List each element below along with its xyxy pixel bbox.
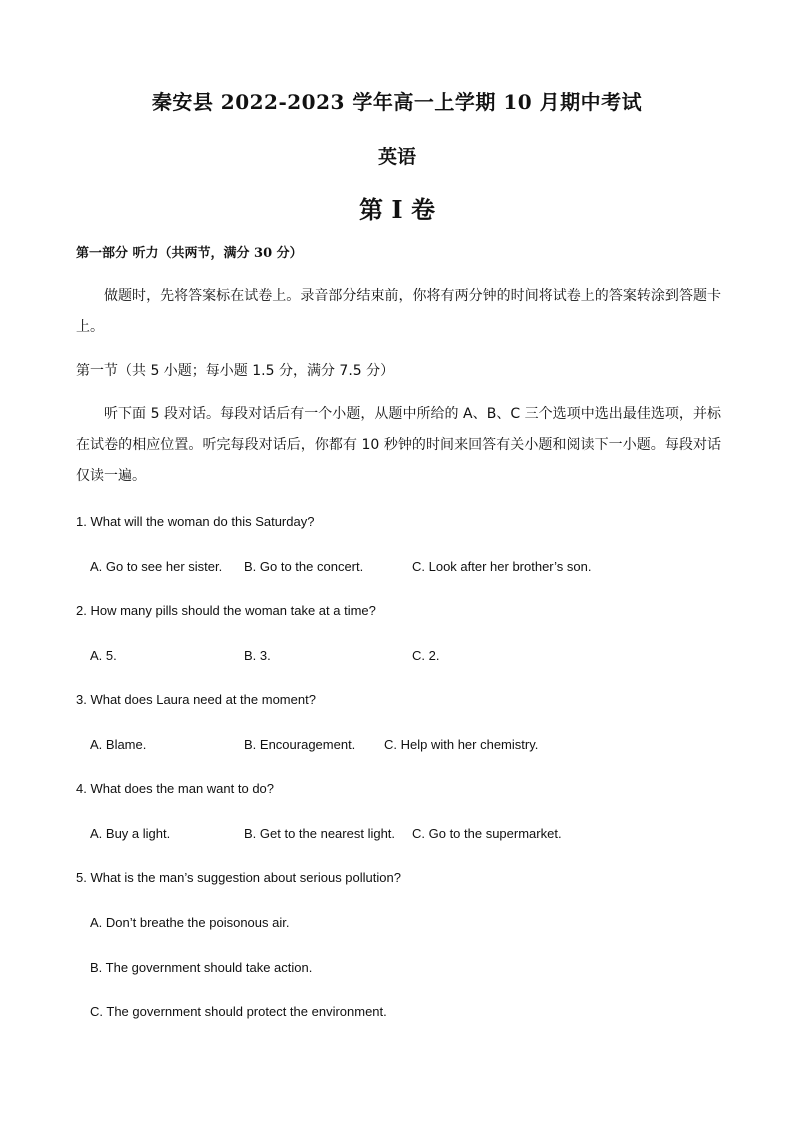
volume-title: 第 I 卷 — [359, 195, 435, 224]
question-4-option-c: C. Go to the supermarket. — [412, 826, 562, 841]
question-4-option-a: A. Buy a light. — [90, 826, 171, 841]
question-3-option-a: A. Blame. — [90, 737, 147, 752]
question-2-option-c: C. 2. — [412, 648, 440, 663]
question-3-option-c: C. Help with her chemistry. — [384, 737, 539, 752]
section-one-heading: 第一节（共 5 小题；每小题 1.5 分，满分 7.5 分） — [76, 363, 395, 379]
question-5-option-a: A. Don’t breathe the poisonous air. — [90, 915, 290, 930]
question-5-option-b: B. The government should take action. — [90, 960, 313, 975]
question-4: 4. What does the man want to do? — [76, 781, 275, 796]
exam-title: 秦安县 2022-2023 学年高一上学期 10 月期中考试 — [151, 90, 643, 114]
question-5: 5. What is the man’s suggestion about serious pollution? — [76, 870, 401, 885]
subject-title: 英语 — [377, 146, 416, 168]
question-2-option-a: A. 5. — [90, 648, 117, 663]
question-1-option-a: A. Go to see her sister. — [90, 559, 223, 574]
question-1: 1. What will the woman do this Saturday? — [76, 514, 315, 529]
section-one-instructions: 听下面 5 段对话。每段对话后有一个小题，从题中所给的 A、B、C 三个选项中选出最佳选项，并标在试卷的相应位置。听完每段对话后，你都有 10 秒钟的时间来回答有关小题和阅读下一小题。每段对话仅读一遍。 — [76, 406, 721, 484]
question-3: 3. What does Laura need at the moment? — [76, 692, 316, 707]
question-2: 2. How many pills should the woman take at a time? — [76, 603, 376, 618]
question-4-option-b: B. Get to the nearest light. — [244, 826, 396, 841]
question-2-option-b: B. 3. — [244, 648, 271, 663]
question-3-option-b: B. Encouragement. — [244, 737, 356, 752]
question-1-option-b: B. Go to the concert. — [244, 559, 364, 574]
part-one-instructions: 做题时，先将答案标在试卷上。录音部分结束前，你将有两分钟的时间将试卷上的答案转涂到答题卡上。 — [76, 288, 721, 335]
part-one-heading: 第一部分 听力（共两节，满分 30 分） — [76, 246, 303, 261]
question-5-option-c: C. The government should protect the environment. — [90, 1004, 387, 1019]
question-1-option-c: C. Look after her brother’s son. — [412, 559, 592, 574]
